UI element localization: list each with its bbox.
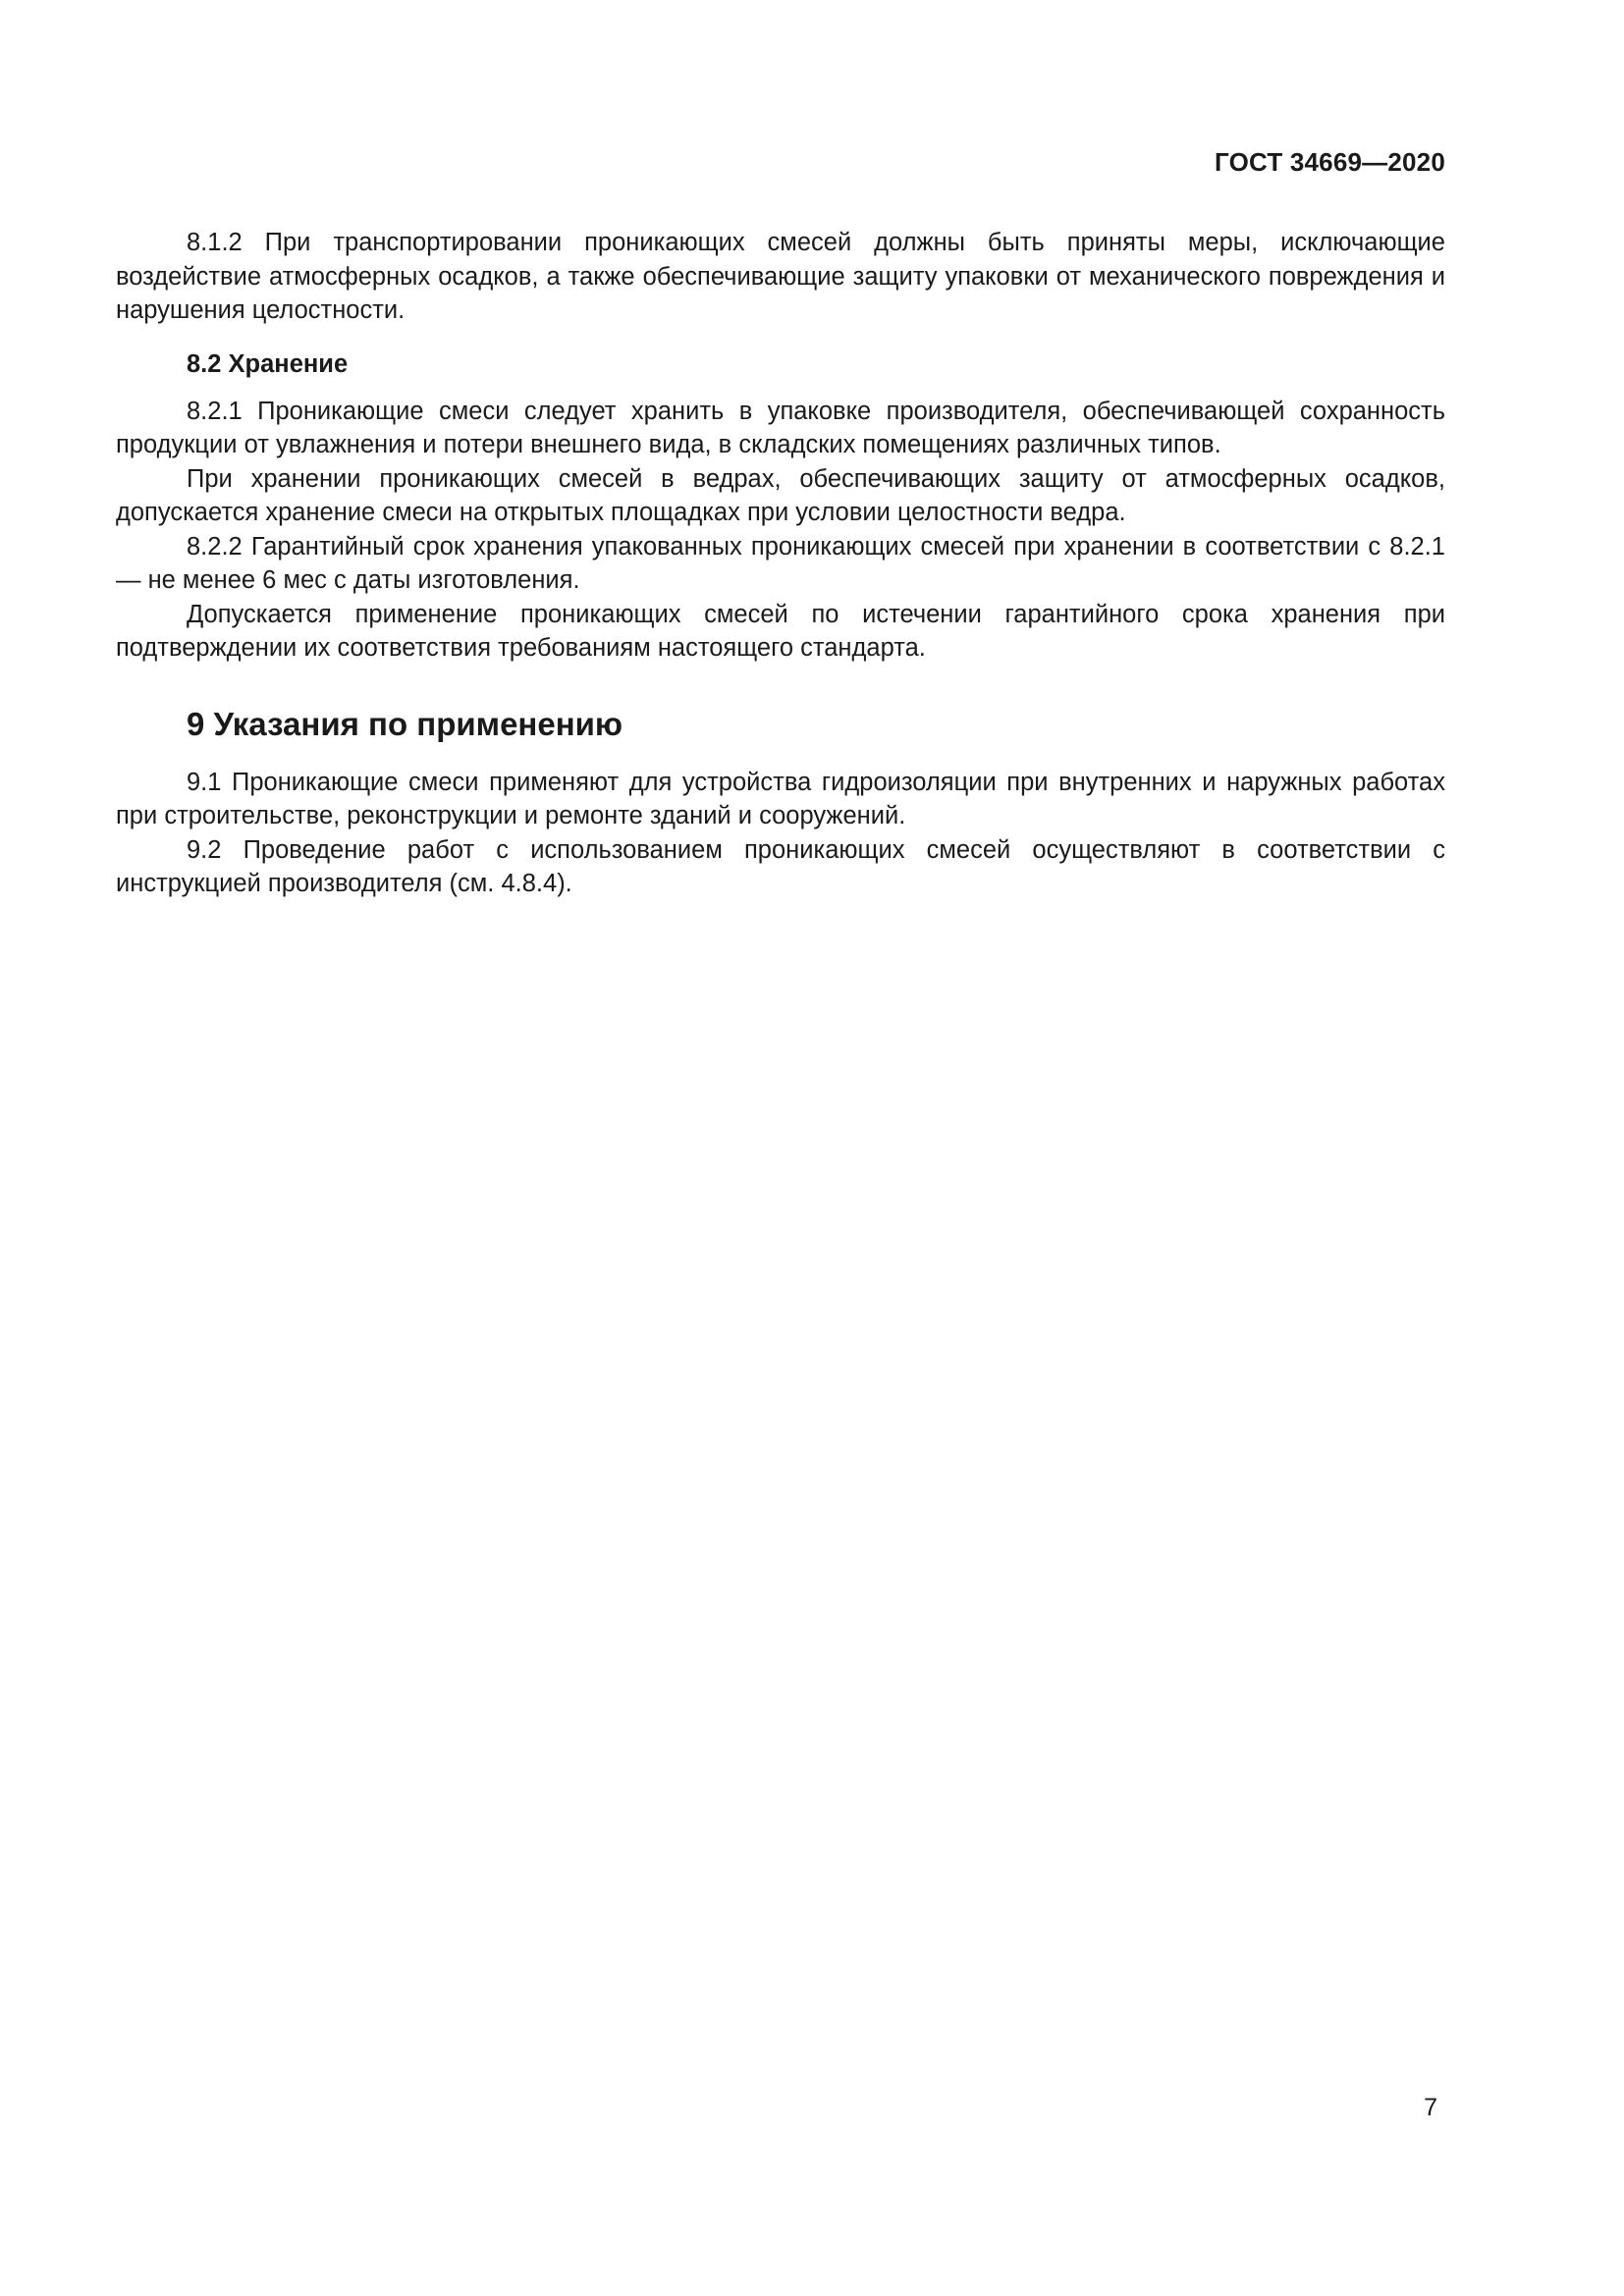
paragraph-8-2-1: 8.2.1 Проникающие смеси следует хранить в упаковке производителя, обеспечивающей сохранность продукции от увлажнения и потери внешнего вида, в складских помещениях различных типов. <box>116 397 1445 458</box>
paragraph-8-2-2: 8.2.2 Гарантийный срок хранения упакованных проникающих смесей при хранении в соответствии с 8.2.1 — не менее 6 мес с даты изготовления. <box>116 532 1445 594</box>
paragraph-9-2: 9.2 Проведение работ с использованием проникающих смесей осуществляют в соответствии с инструкцией производителя (см. 4.8.4). <box>116 835 1445 897</box>
paragraph-8-1-2: 8.1.2 При транспортировании проникающих смесей должны быть приняты меры, исключающие воздействие атмосферных осадков, а также обеспечивающие защиту упаковки от механического повреждения и нарушения целостности. <box>116 229 1445 324</box>
document-body <box>116 226 1445 901</box>
paragraph-8-2-1-continued: При хранении проникающих смесей в ведрах, обеспечивающих защиту от атмосферных осадков, допускается хранение смеси на открытых площадках при условии целостности ведра. <box>116 464 1445 526</box>
document-page <box>116 0 1445 2296</box>
page-number: 7 <box>1424 2094 1437 2121</box>
standard-code: ГОСТ 34669—2020 <box>1215 147 1445 177</box>
paragraph-8-2-2-continued: Допускается применение проникающих смесей по истечении гарантийного срока хранения при подтверждении их соответствия требованиям настоящего стандарта. <box>116 600 1445 662</box>
section-heading-8-2: 8.2 Хранение <box>187 349 349 378</box>
chapter-heading-9: 9 Указания по применению <box>187 705 623 742</box>
paragraph-9-1: 9.1 Проникающие смеси применяют для устройства гидроизоляции при внутренних и наружных работах при строительстве, реконструкции и ремонте зданий и сооружений. <box>116 768 1445 829</box>
